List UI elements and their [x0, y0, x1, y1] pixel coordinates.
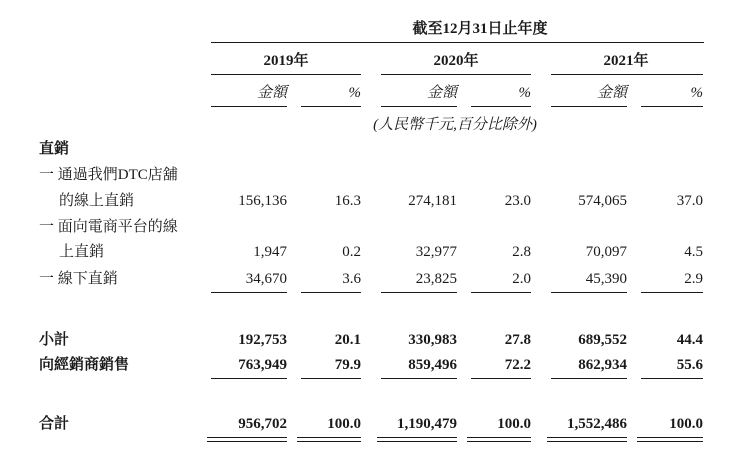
- cell-percent-2021: 37.0: [676, 193, 703, 209]
- distributor-sales-label: 向經銷商銷售: [39, 357, 130, 373]
- cell-amount-2021: 689,552: [578, 332, 627, 348]
- year-rule-2020: [381, 74, 531, 75]
- total-rule: [641, 378, 703, 379]
- cell-amount-2019: 192,753: [238, 332, 287, 348]
- cell-percent-2020: 100.0: [497, 416, 531, 432]
- cell-amount-2020: 859,496: [408, 357, 457, 373]
- subtotal-label: 小計: [39, 332, 70, 348]
- cell-percent-2019: 0.2: [342, 244, 361, 260]
- row-label: 的線上直銷: [59, 193, 135, 209]
- percent-header-2019: %: [348, 85, 361, 101]
- cell-percent-2021: 100.0: [669, 416, 703, 432]
- header-rule: [211, 42, 704, 43]
- cell-percent-2021: 4.5: [684, 244, 703, 260]
- cell-amount-2020: 32,977: [415, 244, 457, 260]
- year-rule-2021: [551, 74, 703, 75]
- cell-percent-2019: 3.6: [342, 271, 361, 287]
- section-title: 直銷: [39, 141, 70, 157]
- total-rule: [381, 378, 457, 379]
- cell-amount-2019: 1,947: [253, 244, 287, 260]
- cell-amount-2021: 70,097: [585, 244, 627, 260]
- year-rule-2019: [211, 74, 361, 75]
- cell-percent-2019: 79.9: [334, 357, 361, 373]
- year-2021: 2021年: [603, 53, 649, 69]
- cell-percent-2021: 2.9: [684, 271, 703, 287]
- cell-percent-2021: 55.6: [676, 357, 703, 373]
- cell-percent-2020: 27.8: [504, 332, 531, 348]
- column-rule: [381, 106, 457, 107]
- cell-amount-2021: 45,390: [585, 271, 627, 287]
- amount-header-2021: 金額: [596, 85, 627, 101]
- amount-header-2020: 金額: [426, 85, 457, 101]
- total-rule: [301, 378, 361, 379]
- total-label: 合計: [39, 416, 70, 432]
- subtotal-rule: [381, 292, 457, 293]
- subtotal-rule: [641, 292, 703, 293]
- year-2019: 2019年: [263, 53, 309, 69]
- column-rule: [551, 106, 627, 107]
- cell-amount-2020: 23,825: [415, 271, 457, 287]
- cell-amount-2020: 1,190,479: [397, 416, 457, 432]
- year-2020: 2020年: [433, 53, 479, 69]
- cell-amount-2020: 330,983: [408, 332, 457, 348]
- cell-amount-2019: 34,670: [245, 271, 287, 287]
- cell-percent-2020: 72.2: [504, 357, 531, 373]
- unit-note: (人民幣千元,百分比除外): [373, 117, 537, 133]
- cell-percent-2019: 20.1: [334, 332, 361, 348]
- period-title: 截至12月31日止年度: [412, 21, 548, 37]
- cell-percent-2019: 100.0: [327, 416, 361, 432]
- row-label: 一 通過我們DTC店舖: [39, 167, 178, 183]
- double-rule: [547, 437, 627, 442]
- cell-percent-2019: 16.3: [334, 193, 361, 209]
- cell-amount-2019: 763,949: [238, 357, 287, 373]
- cell-amount-2019: 156,136: [238, 193, 287, 209]
- cell-amount-2021: 862,934: [578, 357, 627, 373]
- total-rule: [471, 378, 531, 379]
- double-rule: [297, 437, 361, 442]
- column-rule: [211, 106, 287, 107]
- column-rule: [641, 106, 703, 107]
- double-rule: [637, 437, 703, 442]
- cell-percent-2021: 44.4: [676, 332, 703, 348]
- row-label: 一 面向電商平台的線: [39, 219, 178, 235]
- cell-percent-2020: 2.0: [512, 271, 531, 287]
- cell-percent-2020: 23.0: [504, 193, 531, 209]
- total-rule: [551, 378, 627, 379]
- column-rule: [301, 106, 361, 107]
- amount-header-2019: 金額: [256, 85, 287, 101]
- total-rule: [211, 378, 287, 379]
- row-label: 一 線下直銷: [39, 271, 118, 287]
- subtotal-rule: [211, 292, 287, 293]
- double-rule: [467, 437, 531, 442]
- cell-amount-2020: 274,181: [408, 193, 457, 209]
- cell-percent-2020: 2.8: [512, 244, 531, 260]
- cell-amount-2019: 956,702: [238, 416, 287, 432]
- column-rule: [471, 106, 531, 107]
- double-rule: [207, 437, 287, 442]
- row-label: 上直銷: [59, 244, 105, 260]
- percent-header-2021: %: [690, 85, 703, 101]
- subtotal-rule: [551, 292, 627, 293]
- cell-amount-2021: 1,552,486: [567, 416, 627, 432]
- cell-amount-2021: 574,065: [578, 193, 627, 209]
- subtotal-rule: [301, 292, 361, 293]
- subtotal-rule: [471, 292, 531, 293]
- double-rule: [377, 437, 457, 442]
- percent-header-2020: %: [518, 85, 531, 101]
